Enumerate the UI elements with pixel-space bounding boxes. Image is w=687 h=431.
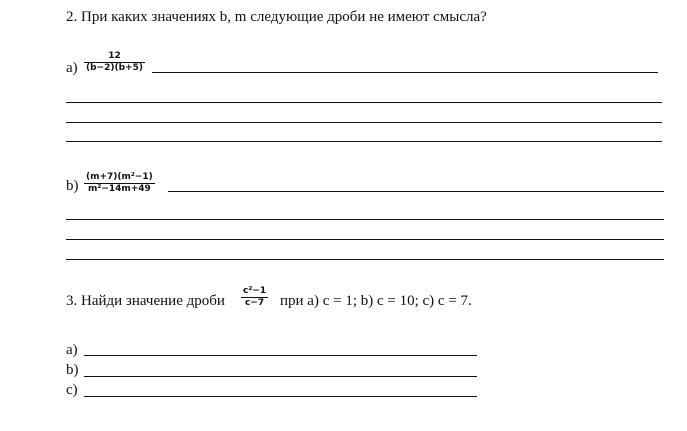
answer-line-2a-3[interactable]	[66, 122, 662, 123]
answer-line-2b-4[interactable]	[66, 259, 664, 260]
answer-3a-label: a)	[66, 342, 78, 358]
answer-line-3c[interactable]	[84, 396, 477, 397]
answer-line-2a-4[interactable]	[66, 141, 662, 142]
question-2a-label: a)	[66, 60, 78, 76]
answer-line-2b-1[interactable]	[168, 191, 664, 192]
answer-line-3a[interactable]	[84, 355, 477, 356]
answer-line-2b-2[interactable]	[66, 219, 664, 220]
question-2-title: 2. При каких значениях b, m следующие дроби не имеют смысла?	[66, 9, 487, 25]
answer-3c-label: c)	[66, 382, 78, 398]
fraction-2b-denominator: m²−14m+49	[87, 184, 151, 194]
answer-line-2a-2[interactable]	[66, 102, 662, 103]
answer-line-2b-3[interactable]	[66, 239, 664, 240]
fraction-3	[241, 286, 268, 309]
question-3-suffix: при a) c = 1; b) c = 10; c) c = 7.	[280, 293, 472, 309]
fraction-2a	[84, 51, 145, 74]
answer-line-2a-1[interactable]	[152, 72, 658, 73]
question-2b-label: b)	[66, 178, 79, 194]
fraction-3-numerator: c²−1	[243, 286, 267, 296]
fraction-2a-denominator: (b−2)(b+5)	[86, 63, 143, 73]
fraction-3-denominator: c−7	[244, 298, 265, 308]
fraction-2b	[84, 172, 155, 195]
answer-3b-label: b)	[66, 362, 79, 378]
fraction-2b-numerator: (m+7)(m²−1)	[86, 172, 153, 182]
fraction-2a-numerator: 12	[108, 51, 121, 61]
answer-line-3b[interactable]	[84, 376, 477, 377]
question-3-prefix: 3. Найди значение дроби	[66, 293, 225, 309]
